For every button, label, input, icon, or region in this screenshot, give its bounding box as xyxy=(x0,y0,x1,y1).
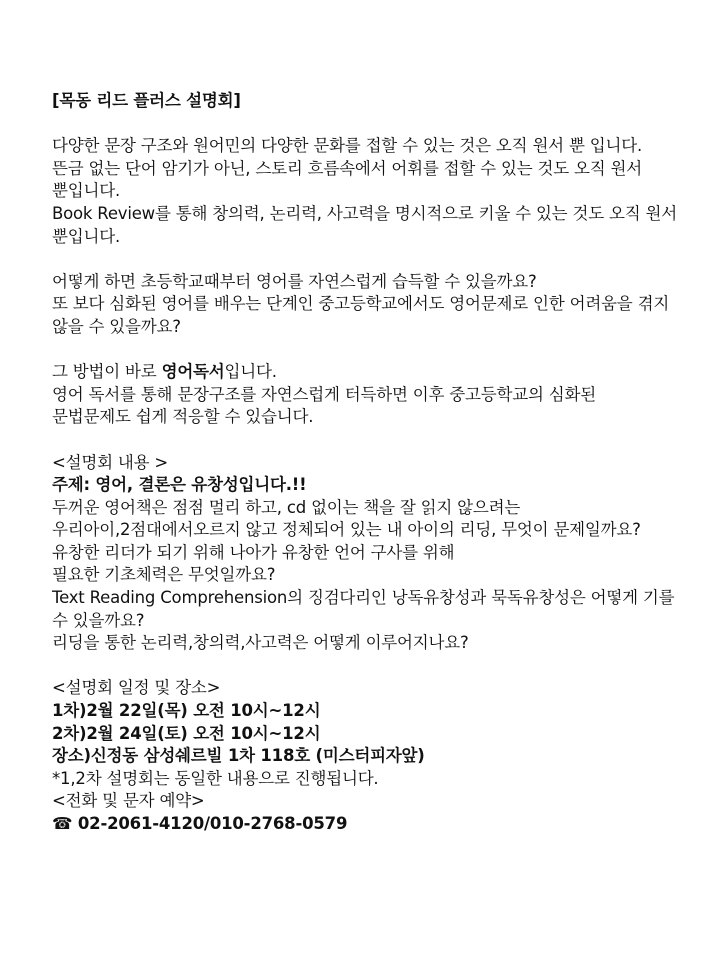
contact-line xyxy=(52,813,677,836)
content-line-3: 필요한 기초체력은 무엇일까요? xyxy=(52,565,276,585)
content-line-1: 두꺼운 영어책은 점점 멀리 하고, cd 없이는 책을 잘 읽지 않으려는 우리아이,2점대에서오르지 않고 정체되어 있는 내 아이의 리딩, 무엇이 문제일까요? xyxy=(52,497,641,540)
contact-phone: 02-2061-4120/010-2768-0579 xyxy=(77,814,348,833)
document-body xyxy=(52,90,677,836)
method-line xyxy=(52,361,677,384)
method-highlight: 영어독서 xyxy=(161,362,225,382)
content-line-2: 유창한 리더가 되기 위해 나아가 유창한 언어 구사를 위해 xyxy=(52,542,455,562)
spacer xyxy=(52,655,677,678)
spacer xyxy=(52,339,677,362)
phone-icon: ☎ xyxy=(52,814,73,833)
contact-heading: <전화 및 문자 예약> xyxy=(52,791,205,811)
schedule-note: *1,2차 설명회는 동일한 내용으로 진행됩니다. xyxy=(52,768,379,788)
spacer xyxy=(52,248,677,271)
content-heading: <설명회 내용 > xyxy=(52,452,169,472)
content-line-5: 리딩을 통한 논리력,창의력,사고력은 어떻게 이루어지나요? xyxy=(52,633,469,653)
schedule-heading: <설명회 일정 및 장소> xyxy=(52,678,221,698)
intro-line-2: 뜬금 없는 단어 암기가 아닌, 스토리 흐름속에서 어휘를 접할 수 있는 것도 오직 원서 뿐입니다. xyxy=(52,158,643,201)
schedule-session-1: 1차)2월 22일(목) 오전 10시~12시 xyxy=(52,701,321,721)
document-title: [목동 리드 플러스 설명회] xyxy=(52,91,241,110)
method-suffix: 입니다. xyxy=(224,362,277,382)
intro-line-3: Book Review를 통해 창의력, 논리력, 사고력을 명시적으로 키울 수 있는 것도 오직 원서 뿐입니다. xyxy=(52,203,677,246)
content-theme: 주제: 영어, 결론은 유창성입니다.!! xyxy=(52,475,307,495)
schedule-session-2: 2차)2월 24일(토) 오전 10시~12시 xyxy=(52,723,321,743)
method-prefix: 그 방법이 바로 xyxy=(52,362,162,382)
intro-line-1: 다양한 문장 구조와 원어민의 다양한 문화를 접할 수 있는 것은 오직 원서 뿐 입니다. xyxy=(52,136,643,156)
method-detail: 영어 독서를 통해 문장구조를 자연스럽게 터득하면 이후 중고등학교의 심화된 문법문제도 쉽게 적응할 수 있습니다. xyxy=(52,384,597,427)
question-line-1: 어떻게 하면 초등학교때부터 영어를 자연스럽게 습득할 수 있을까요? xyxy=(52,271,537,291)
content-line-4: Text Reading Comprehension의 징검다리인 낭독유창성과 묵독유창성은 어떻게 기를 수 있을까요? xyxy=(52,588,675,630)
question-line-2: 또 보다 심화된 영어를 배우는 단계인 중고등학교에서도 영어문제로 인한 어려움을 겪지 않을 수 있을까요? xyxy=(52,294,670,336)
spacer xyxy=(52,113,677,136)
schedule-location: 장소)신정동 삼성쉐르빌 1차 118호 (미스터피자앞) xyxy=(52,746,425,766)
spacer xyxy=(52,429,677,452)
